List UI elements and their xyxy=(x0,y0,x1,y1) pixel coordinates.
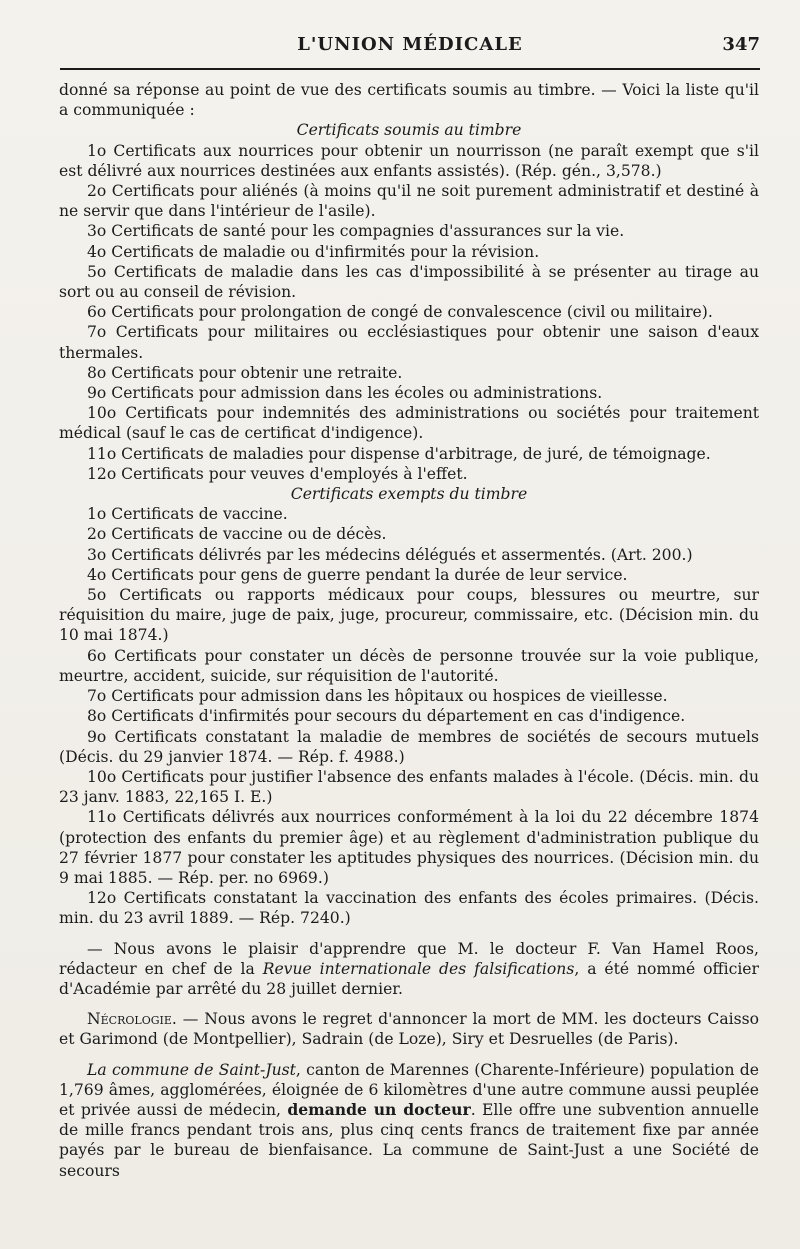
list-item: 3o Certificats délivrés par les médecins délégués et assermentés. (Art. 200.) xyxy=(87,545,693,564)
article-body xyxy=(59,80,759,1181)
list-item: 11o Certificats délivrés aux nourrices conformément à la loi du 22 décembre 1874 (protection des enfants du premier âge) et au règlement d'administration publique du 27 février 1877 pour constater les aptitudes physiques des nourrices. (Décision min. du 9 mai 1885. — Rép. per. no 6969.) xyxy=(59,808,759,887)
list-item: 7o Certificats pour admission dans les hôpitaux ou hospices de vieillesse. xyxy=(87,687,668,706)
header-rule xyxy=(60,68,760,70)
news-text-before: — Nous avons le plaisir d'apprendre que M. le docteur F. Van Hamel Roos, rédacteur en chef de la xyxy=(59,939,759,978)
list-item: 12o Certificats constatant la vaccination des enfants des écoles primaires. (Décis. min. du 23 avril 1889. — Rép. 7240.) xyxy=(59,889,759,928)
list-item: 9o Certificats pour admission dans les écoles ou administrations. xyxy=(87,384,603,403)
list-item: 5o Certificats de maladie dans les cas d'impossibilité à se présenter au tirage au sort ou au conseil de révision. xyxy=(59,262,759,302)
journal-name: Revue internationale des falsifications xyxy=(262,959,575,978)
list-item: 10o Certificats pour indemnités des administrations ou sociétés pour traitement médical (sauf le cas de certificat d'indigence). xyxy=(59,404,759,443)
list-item: 6o Certificats pour prolongation de congé de convalescence (civil ou militaire). xyxy=(87,303,713,322)
list-item: 6o Certificats pour constater un décès de personne trouvée sur la voie publique, meurtre, accident, suicide, sur réquisition de l'autorité. xyxy=(59,646,759,685)
commune-text-after: . Elle offre une subvention annuelle de mille francs pendant trois ans, plus cinq cents francs de traitement fixe par année payés par le bureau de bienfaisance. La commune de Saint-Just a une Société de secours xyxy=(59,1100,759,1180)
journal-title: L'UNION MÉDICALE xyxy=(297,34,523,55)
commune-text-before: , canton de Marennes (Charente-Inférieure) population de 1,769 âmes, agglomérées, éloignée de 6 kilomètres d'une autre commune aussi peuplée et privée aussi de médecin, xyxy=(59,1060,759,1119)
list-item: 9o Certificats constatant la maladie de membres de sociétés de secours mutuels (Décis. du 29 janvier 1874. — Rép. f. 4988.) xyxy=(59,727,759,766)
list-item: 1o Certificats aux nourrices pour obtenir un nourrisson (ne paraît exempt que s'il est délivré aux nourrices destinées aux enfants assistés). (Rép. gén., 3,578.) xyxy=(59,141,759,180)
news-text-after: , a été nommé officier d'Académie par arrêté du 28 juillet dernier. xyxy=(59,959,759,998)
commune-paragraph xyxy=(59,1060,759,1181)
list-item: 4o Certificats de maladie ou d'infirmités pour la révision. xyxy=(87,242,540,261)
list-item: 11o Certificats de maladies pour dispense d'arbitrage, de juré, de témoignage. xyxy=(87,444,711,463)
obituary-text: — Nous avons le regret d'annoncer la mort de MM. les docteurs Caisso et Garimond (de Montpellier), Sadrain (de Loze), Siry et Desruelles (de Paris). xyxy=(59,1010,759,1049)
commune-lead: La commune de Saint-Just xyxy=(87,1060,296,1079)
list-item: 5o Certificats ou rapports médicaux pour coups, blessures ou meurtre, sur réquisition du maire, juge de paix, juge, procureur, commissaire, etc. (Décision min. du 10 mai 1874.) xyxy=(59,586,759,645)
obituary-paragraph xyxy=(59,1009,759,1049)
intro-paragraph: donné sa réponse au point de vue des certificats soumis au timbre. — Voici la liste qu'il a communiquée : xyxy=(59,81,759,120)
list-item: 7o Certificats pour militaires ou ecclésiastiques pour obtenir une saison d'eaux thermales. xyxy=(59,323,759,362)
list-item: 3o Certificats de santé pour les compagnies d'assurances sur la vie. xyxy=(87,222,625,241)
list-item: 1o Certificats de vaccine. xyxy=(87,505,288,524)
section-heading-soumis: Certificats soumis au timbre xyxy=(296,121,522,140)
list-item: 8o Certificats pour obtenir une retraite. xyxy=(87,363,403,382)
section-heading-exempts: Certificats exempts du timbre xyxy=(290,485,528,504)
list-item: 2o Certificats pour aliénés (à moins qu'il ne soit purement administratif et destiné à ne servir que dans l'intérieur de l'asile). xyxy=(59,182,759,221)
obituary-label: Nécrologie. xyxy=(87,1010,177,1029)
list-item: 10o Certificats pour justifier l'absence des enfants malades à l'école. (Décis. min. du 23 janv. 1883, 22,165 I. E.) xyxy=(59,767,759,807)
commune-request: demande un docteur xyxy=(287,1099,471,1119)
list-item: 8o Certificats d'infirmités pour secours du département en cas d'indigence. xyxy=(87,707,686,726)
news-paragraph xyxy=(59,939,759,1000)
running-header xyxy=(60,34,760,62)
list-item: 4o Certificats pour gens de guerre pendant la durée de leur service. xyxy=(87,565,628,584)
page-number: 347 xyxy=(722,34,760,55)
list-item: 2o Certificats de vaccine ou de décès. xyxy=(87,525,387,544)
list-item: 12o Certificats pour veuves d'employés à l'effet. xyxy=(87,464,468,483)
